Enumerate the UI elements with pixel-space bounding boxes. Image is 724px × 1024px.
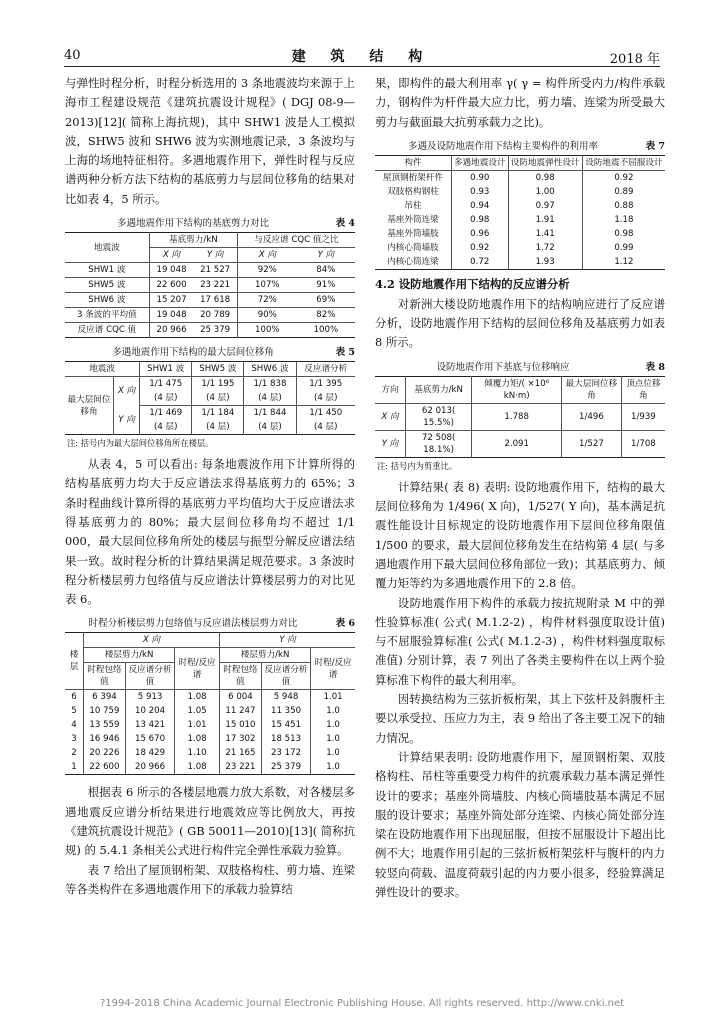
paragraph: 对新洲大楼设防地震作用下的结构响应进行了反应谱分析，设防地震作用下结构的层间位移角及基底剪力如表 8 所示。 (375, 296, 665, 350)
table-caption: 多遇地震作用下结构的基底剪力对比 表 4 (116, 218, 355, 230)
copyright-footer: ?1994-2018 China Academic Journal Electronic Publishing House. All rights reserved. http://www.cnki.net (99, 998, 625, 1009)
table-row: 内核心筒墙肢 0.92 1.72 0.99 (375, 241, 665, 255)
table-row: 6 6 394 5 913 1.08 6 004 5 948 1.01 (65, 690, 355, 705)
table-caption: 多遇地震作用下结构的最大层间位移角 表 5 (112, 347, 355, 359)
table-row: 吊柱 0.94 0.97 0.88 (375, 199, 665, 213)
table-row: 4 13 559 13 421 1.01 15 010 15 451 1.0 (65, 718, 355, 732)
table-note: 注: 括号内为剪重比。 (377, 460, 458, 471)
table-row: 3 16 946 15 670 1.08 17 302 18 513 1.0 (65, 732, 355, 746)
table-row: SHW6 波 15 207 17 618 72% 69% (65, 293, 355, 308)
left-column (65, 74, 355, 899)
paragraph: 从表 4，5 可以看出: 每条地震波作用下计算所得的结构基底剪力均大于反应谱法求得基底剪力的 65%；3 条时程曲线计算所得的基底剪力平均值均大于反应谱法求得基底剪力的 80%；最大层间位移角均不超过 1/1 000，最大层间位移角所处的楼层与振型分解反应谱法结果一致。故时程分析的计算结果满足规范要求。3 条波时程分析楼层剪力包络值与反应谱法计算楼层剪力的对比见表 6。 (65, 457, 355, 607)
table-row: 2 20 226 18 429 1.10 21 165 23 172 1.0 (65, 746, 355, 760)
table-4: 地震波 基底剪力/kN 与反应谱 CQC 值之比 X 向 Y 向 X 向 Y 向 SHW1 波 19 048 21 527 92% 84% SHW5 波 22 600 23 221 107% 91% SHW6 波 15 207 17 618 72% 69% 3 条波的平均值 19 048 20 789 90% 82% 反应谱 CQC 值 20 966 25 379 100% 100% (65, 232, 355, 338)
journal-year: 2018 年 (609, 52, 660, 67)
table-caption: 设防地震作用下基底与位移响应 表 8 (436, 361, 665, 373)
page-header (64, 44, 660, 67)
table-row: 基座外筒连梁 0.98 1.91 1.18 (375, 213, 665, 227)
table-row: SHW1 波 19 048 21 527 92% 84% (65, 263, 355, 278)
table-8: 方向 基底剪力/kN 倾覆力矩/( ×10⁶ kN·m) 最大层间位移角 顶点位移角 X 向 62 013( 15.5%) 1.788 1/496 1/939 Y 向 72 508( 18.1%) 2.091 1/527 1/708 (375, 376, 665, 458)
section-heading: 4.2 设防地震作用下结构的反应谱分析 (375, 276, 570, 291)
table-row: X 向 62 013( 15.5%) 1.788 1/496 1/939 (375, 403, 665, 430)
table-6: 楼层 X 向 Y 向 楼层剪力/kN 时程/反应谱 楼层剪力/kN 时程/反应谱 时程包络值 反应谱分析值 时程包络值 反应谱分析值 6 6 394 5 913 1.08 6 004 5 948 1.01 5 10 759 10 204 1.05 11 247 11 350 1.0 4 13 559 13 421 1.01 15 010 15 451 1.0 3 16 946 15 670 1.08 17 302 18 513 1.0 2 20 226 18 429 1.10 21 165 23 172 1.0 1 22 600 20 966 1.08 23 221 25 379 1.0 (65, 632, 355, 775)
paragraph: 表 7 给出了屋顶钢桁架、双肢格构柱、剪力墙、连梁等各类构件在多遇地震作用下的承载力验算结 (65, 862, 355, 896)
table-row: 屋顶钢桁架杆件 0.90 0.98 0.92 (375, 170, 665, 185)
table-row: 5 10 759 10 204 1.05 11 247 11 350 1.0 (65, 704, 355, 718)
table-row: 双肢格构钢柱 0.93 1.00 0.89 (375, 185, 665, 199)
table-5: 地震波 SHW1 波 SHW5 波 SHW6 波 反应谱分析 最大层间位移角 X 向 1/1 475 1/1 195 1/1 838 1/1 395 (4 层) (4 层) (4 层) (4 层) Y 向 1/1 469 1/1 184 1/1 844 1/1 450 (4 层) (4 层) (4 层) (4 层) (65, 361, 355, 435)
paragraph: 根据表 6 所示的各楼层地震力放大系数，对各楼层多遇地震反应谱分析结果进行地震效应等比例放大，再按《建筑抗震设计规范》( GB 50011—2010)[13]( 简称抗规) 的 5.4.1 条相关公式进行构件完全弹性承载力验算。 (65, 785, 355, 858)
table-7: 构件 多遇地震设计 设防地震弹性设计 设防地震不屈服设计 屋顶钢桁架杆件 0.90 0.98 0.92 双肢格构钢柱 0.93 1.00 0.89 吊柱 0.94 0.97 0.88 基座外筒连梁 0.98 1.91 1.18 基座外筒墙肢 0.96 1.41 0.98 内核心筒墙肢 0.92 1.72 0.99 内核心筒连梁 0.72 1.93 1.12 (375, 155, 665, 270)
paragraph: 设防地震作用下构件的承载力按抗规附录 M 中的弹性验算标准( 公式( M.1.2-2) ，构件材料强度取设计值) 与不屈服验算标准( 公式( M.1.2-3) ，构件材料强度取标准值) 分别计算，表 7 列出了各类主要构件在以上两个验算标准下构件的最大利用率。 (375, 595, 665, 687)
journal-title: 建 筑 结 构 (291, 49, 433, 65)
table-caption: 时程分析楼层剪力包络值与反应谱法楼层剪力对比 表 6 (88, 618, 355, 630)
table-row: 基座外筒墙肢 0.96 1.41 0.98 (375, 227, 665, 241)
paragraph: 与弹性时程分析，时程分析选用的 3 条地震波均来源于上海市工程建设规范《建筑抗震设计规程》( DGJ 08-9—2013)[12]( 简称上海抗规)，其中 SHW1 波是人工模拟波，SHW5 波和 SHW6 波为实测地震记录，3 条波均与上海的场地特征相符。多遇地震作用下，弹性时程与反应谱两种分析方法下结构的基底剪力与层间位移角的结果对比如表 4，5 所示。 (65, 76, 355, 206)
table-row: 3 条波的平均值 19 048 20 789 90% 82% (65, 308, 355, 323)
paragraph: 因转换结构为三弦折板桁架，其上下弦杆及斜腹杆主要以承受拉、压应力为主，表 9 给出了各主要工况下的轴力情况。 (375, 692, 665, 745)
table-row: 反应谱 CQC 值 20 966 25 379 100% 100% (65, 323, 355, 338)
right-column (375, 74, 665, 902)
paragraph: 果，即构件的最大利用率 γ( γ = 构件所受内力/构件承载力，钢构件为杆件最大应力比，剪力墙、连梁为所受最大剪力与截面最大抗剪承载力之比)。 (375, 76, 665, 129)
table-caption: 多遇及设防地震作用下结构主要构件的利用率 表 7 (407, 140, 665, 152)
table-row: 内核心筒连梁 0.72 1.93 1.12 (375, 255, 665, 270)
table-row: SHW5 波 22 600 23 221 107% 91% (65, 278, 355, 293)
table-row: 1 22 600 20 966 1.08 23 221 25 379 1.0 (65, 760, 355, 775)
table-row: Y 向 72 508( 18.1%) 2.091 1/527 1/708 (375, 430, 665, 457)
page-number: 40 (64, 48, 81, 63)
table-note: 注: 括号内为最大层间位移角所在楼层。 (67, 438, 214, 449)
paragraph: 计算结果表明: 设防地震作用下，屋顶钢桁架、双肢格构柱、吊柱等重要受力构件的抗震承载力基本满足弹性设计的要求；基座外筒墙肢、内核心筒墙肢基本满足不屈服的设计要求；基座外筒处部分连梁、内核心筒处部分连梁在设防地震作用下出现屈服，但按不屈服设计下超出比例不大；地震作用引起的三弦折板桁架弦杆与腹杆的内力较竖向荷载、温度荷载引起的内力要小很多，经验算满足弹性设计的要求。 (375, 749, 665, 900)
paragraph: 计算结果( 表 8) 表明: 设防地震作用下，结构的最大层间位移角为 1/496( X 向)，1/527( Y 向)，基本满足抗震性能设计目标规定的设防地震作用下层间位移角限值 1/500 的要求，最大层间位移角发生在结构第 4 层( 与多遇地震作用下最大层间位移角部位一致)；其基底剪力、倾覆力矩等约为多遇地震作用下的 2.8 倍。 (375, 479, 665, 591)
